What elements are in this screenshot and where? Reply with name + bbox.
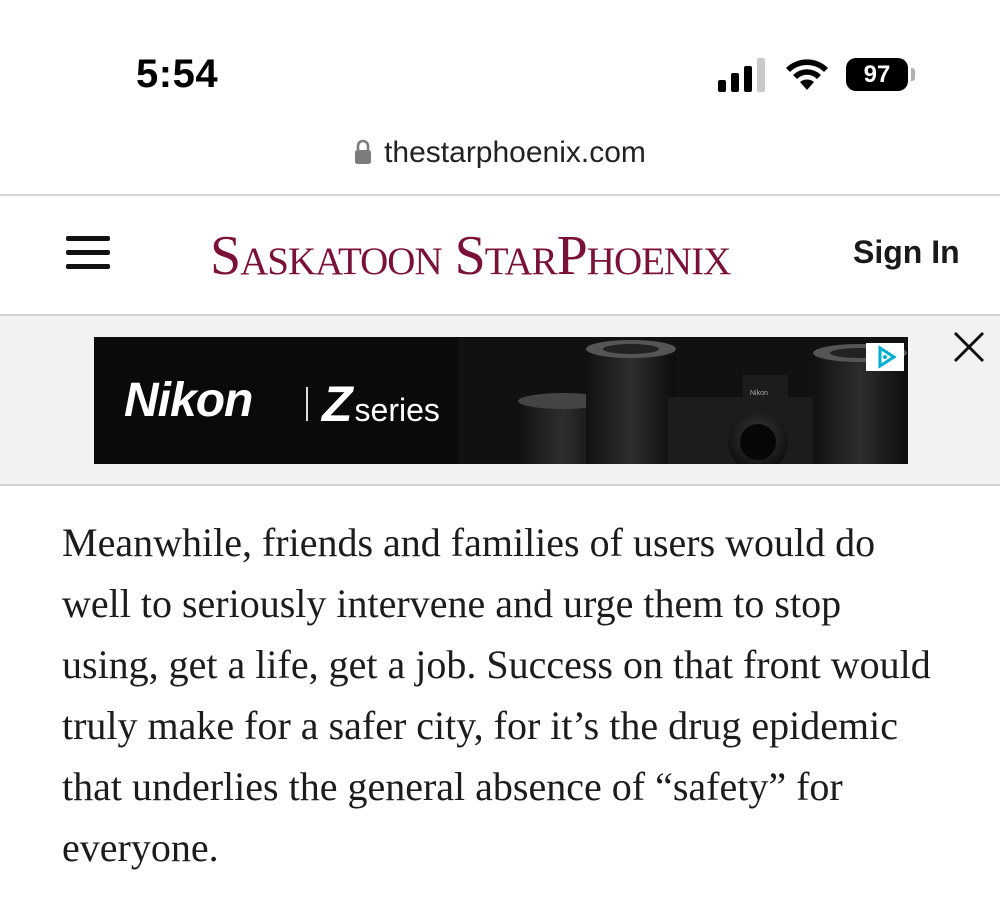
close-icon[interactable] [952, 330, 986, 364]
ad-divider [306, 387, 308, 421]
hamburger-menu-icon[interactable] [66, 236, 110, 274]
logo-text[interactable]: Saskatoon StarPhoenix [210, 225, 731, 287]
battery-cap [911, 68, 915, 81]
status-time: 5:54 [136, 52, 219, 96]
ad-product-z: Z [322, 376, 349, 432]
url-container[interactable] [0, 136, 1000, 170]
sign-in-link[interactable]: Sign In [853, 234, 960, 270]
ad-banner[interactable] [94, 337, 908, 464]
lock-icon [354, 139, 372, 165]
camera-lenses-image [458, 337, 908, 464]
ad-product-series: series [354, 392, 440, 428]
ad-container [0, 316, 1000, 486]
signal-icon [718, 58, 766, 92]
svg-text:Nikon: Nikon [750, 390, 768, 397]
site-logo[interactable] [210, 226, 785, 286]
address-bar[interactable] [0, 130, 1000, 196]
adchoices-icon[interactable] [866, 343, 904, 371]
battery-icon: 97 [846, 58, 908, 91]
ad-product [322, 375, 440, 433]
url-text[interactable]: thestarphoenix.com [384, 136, 646, 169]
article-paragraph: Meanwhile, friends and families of users would do well to seriously intervene and urge them to stop using, get a life, get a job. Success on that front would truly make for a safer city, for it’s the drug epidemic that underlies the general absence of “safety” for everyone. [62, 520, 931, 870]
wifi-icon [784, 56, 830, 92]
status-bar [0, 0, 1000, 130]
ad-brand: Nikon [124, 374, 253, 427]
article-body [62, 512, 942, 878]
site-header [0, 196, 1000, 316]
